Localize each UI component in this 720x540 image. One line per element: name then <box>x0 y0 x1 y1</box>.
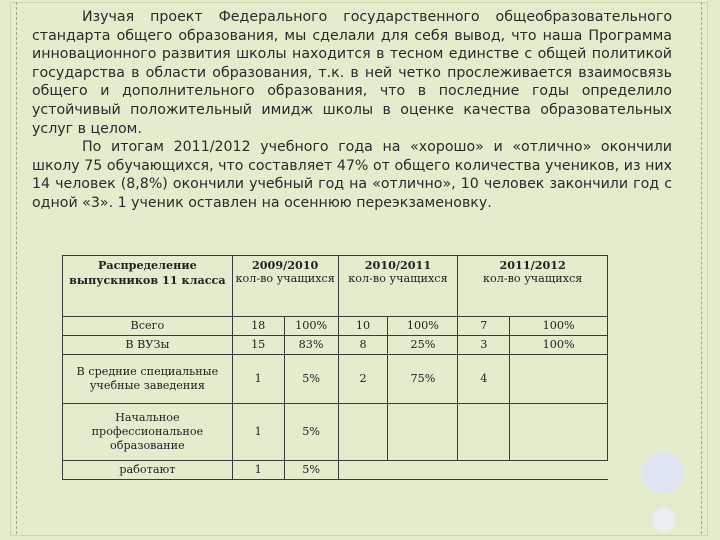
table-cell: 4 <box>458 355 510 404</box>
table-cell <box>388 461 458 480</box>
graduates-table <box>62 255 608 480</box>
table-cell: 3 <box>458 336 510 355</box>
decorative-circle-large <box>642 452 684 494</box>
table-cell: 5% <box>284 461 338 480</box>
table-cell <box>338 404 388 461</box>
table-cell: 7 <box>458 317 510 336</box>
table-row <box>63 404 608 461</box>
body-text <box>32 8 672 213</box>
table-cell: 100% <box>388 317 458 336</box>
row-label: Всего <box>63 317 233 336</box>
row-label: работают <box>63 461 233 480</box>
table-cell: 2 <box>338 355 388 404</box>
graduates-table-wrapper <box>62 255 608 480</box>
table-row <box>63 355 608 404</box>
table-cell: 18 <box>232 317 284 336</box>
table-cell: 1 <box>232 404 284 461</box>
header-label-cell: Распределение выпускников 11 класса <box>63 256 233 317</box>
header-2010: 2010/2011 кол-во учащихся <box>338 256 458 317</box>
table-cell <box>458 461 510 480</box>
table-cell: 5% <box>284 355 338 404</box>
table-cell: 83% <box>284 336 338 355</box>
table-cell: 10 <box>338 317 388 336</box>
row-label: В средние специальные учебные заведения <box>63 355 233 404</box>
table-cell: 100% <box>284 317 338 336</box>
header-2009: 2009/2010 кол-во учащихся <box>232 256 338 317</box>
paragraph-2: По итогам 2011/2012 учебного года на «хорошо» и «отлично» окончили школу 75 обучающихся, что составляет 47% от общего количества учеников, из них 14 человек (8,8%) окончили учебный год на «отлично», 10 человек закончили год с одной «3». 1 ученик оставлен на осеннюю переэкзаменовку. <box>32 139 672 211</box>
right-guide-line <box>701 2 702 534</box>
table-cell <box>510 355 608 404</box>
table-cell <box>388 404 458 461</box>
table-row <box>63 317 608 336</box>
table-cell: 1 <box>232 355 284 404</box>
table-cell <box>458 404 510 461</box>
table-cell: 15 <box>232 336 284 355</box>
table-cell: 1 <box>232 461 284 480</box>
table-cell: 100% <box>510 336 608 355</box>
header-2011: 2011/2012 кол-во учащихся <box>458 256 608 317</box>
table-row <box>63 336 608 355</box>
table-cell: 100% <box>510 317 608 336</box>
row-label: Начальное профессиональное образование <box>63 404 233 461</box>
table-cell: 75% <box>388 355 458 404</box>
row-label: В ВУЗы <box>63 336 233 355</box>
left-guide-line <box>16 2 17 534</box>
table-cell <box>510 461 608 480</box>
table-cell: 5% <box>284 404 338 461</box>
table-cell: 8 <box>338 336 388 355</box>
table-cell <box>510 404 608 461</box>
table-row <box>63 461 608 480</box>
decorative-circle-small <box>652 508 676 532</box>
paragraph-1: Изучая проект Федерального государственного общеобразовательного стандарта общего образования, мы сделали для себя вывод, что наша Программа инновационного развития школы находится в тесном единстве с общей политикой государства в области образования, т.к. в ней четко прослеживается взаимосвязь общего и дополнительного образования, что в последние годы определило устойчивый положительный имидж школы в оценке качества образовательных услуг в целом. <box>32 9 672 137</box>
table-cell: 25% <box>388 336 458 355</box>
table-header-row <box>63 256 608 317</box>
table-cell <box>338 461 388 480</box>
